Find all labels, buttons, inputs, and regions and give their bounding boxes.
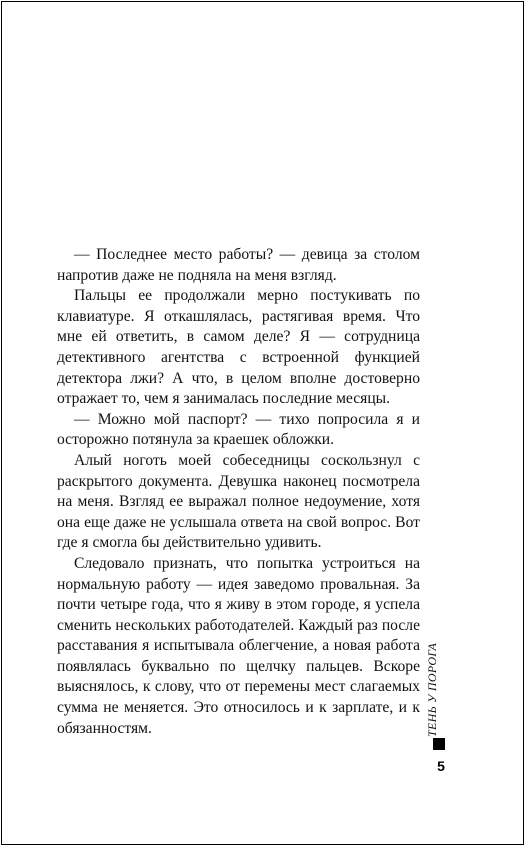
paragraph: Следовало признать, что попытка устроиться на нормальную работу — идея заведомо провальная. За почти четыре года, что я живу в этом городе, я успела сменить нескольких работодателей. Каждый раз после расставания я испытывала облегчение, а новая работа появлялась буквально по щелчку пальцев. Вскоре выяснялось, к слову, что от перемены мест слагаемых сумма не меняется. Это относилось и к зарплате, и к обязанностям. — [57, 554, 420, 737]
body-text — [57, 245, 420, 739]
paragraph: — Последнее место работы? — девица за столом напротив даже не подняла на меня взгляд. — [57, 246, 420, 284]
page-number: 5 — [437, 758, 445, 774]
paragraph: Пальцы ее продолжали мерно постукивать по клавиатуре. Я откашлялась, растягивая время. Что мне ей ответить, в самом деле? Я — сотрудница детективного агентства с встроенной функцией детектора лжи? А что, в целом вполне достоверно отражает то, чем я занималась последние месяцы. — [57, 287, 420, 408]
paragraph: Алый ноготь моей собеседницы соскользнул с раскрытого документа. Девушка наконец посмотрела на меня. Взгляд ее выражал полное недоумение, хотя она еще даже не услышала ответа на свой вопрос. Вот где я смогла бы действительно удивить. — [57, 451, 420, 552]
section-marker — [433, 738, 445, 750]
paragraph: — Можно мой паспорт? — тихо попросила я и осторожно потянула за краешек обложки. — [57, 410, 420, 449]
running-title: ТЕНЬ У ПОРОГА — [425, 642, 439, 737]
